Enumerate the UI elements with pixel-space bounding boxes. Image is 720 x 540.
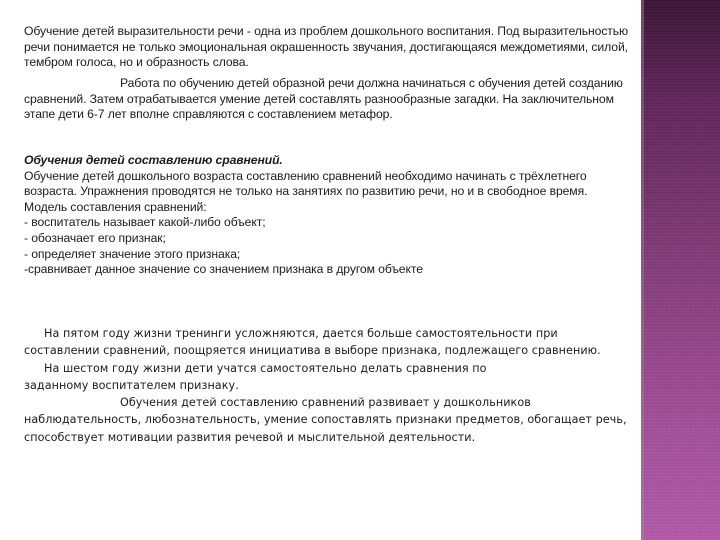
paragraph-comparisons [24,153,634,278]
paragraph-fifth-year: На пятом году жизни тренинги усложняются, дается больше самостоятельности при составлении сравнений, поощряется инициатива в выборе признака, подлежащего сравнению. [24,327,601,358]
paragraph-start-age: Обучение детей дошкольного возраста составлению сравнений необходимо начинать с трёхлетнего возраста. Упражнения проводятся не только на занятиях по развитию речи, но и в свободное время. [24,168,588,199]
model-step: - обозначает его признак; [24,230,166,245]
model-step: - определяет значение этого признака; [24,246,241,261]
section-heading: Обучения детей составлению сравнений. [24,153,283,167]
paragraph-sixth-year-b: заданному воспитателем признаку. [24,378,239,392]
decorative-side-panel [641,0,720,540]
paragraph-stages [24,76,634,123]
model-step: - воспитатель называет какой-либо объект; [24,215,266,230]
paragraph-intro: Обучение детей выразительности речи - одна из проблем дошкольного воспитания. Под выразительностью речи понимается не только эмоциональная окрашенность звучания, достигающаяся междометиями, силой, тембром голоса, но и образность слова. [24,24,629,70]
paragraph-sixth-year-a: На шестом году жизни дети учатся самостоятельно делать сравнения по [44,361,487,375]
paragraph-age-progression [24,325,634,446]
model-step: -сравнивает данное значение со значением признака в другом объекте [24,262,423,277]
model-title: Модель составления сравнений: [24,199,207,214]
paragraph-stages-text: Работа по обучению детей образной речи должна начинаться с обучения детей созданию сравнений. Затем отрабатывается умение детей составлять разнообразные загадки. На заключительном этапе дети 6-7 лет вполне справляются с составлением метафор. [24,76,623,122]
paragraph-conclusion: Обучения детей составлению сравнений развивает у дошкольников наблюдательность, любознательность, умение сопоставлять признаки предметов, обогащает речь, способствует мотивации развития речевой и мыслительной деятельности. [24,396,627,444]
